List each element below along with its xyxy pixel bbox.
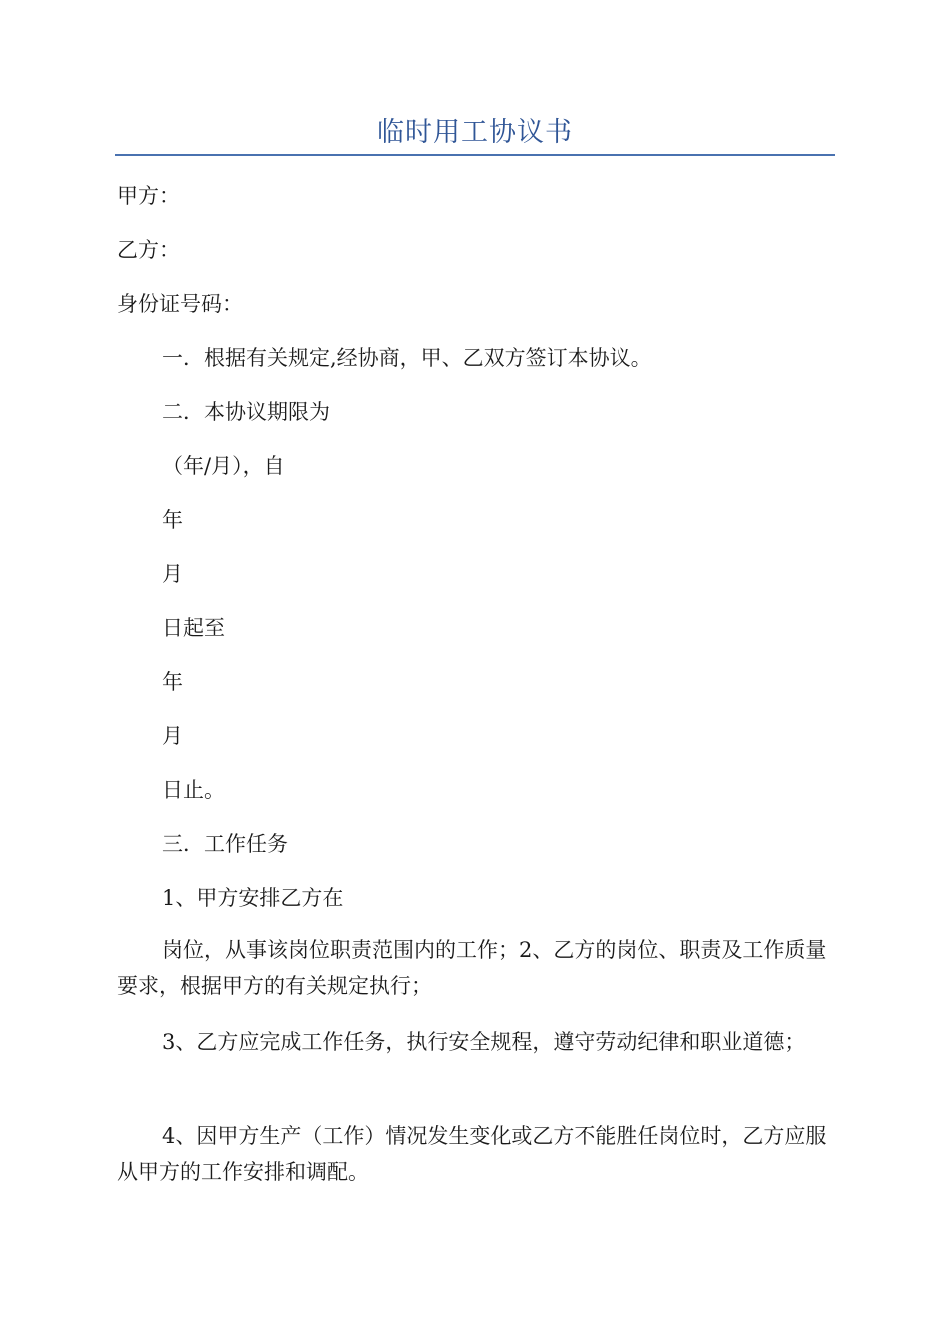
clause-2-heading: 二．本协议期限为 xyxy=(162,400,330,424)
party-a-label: 甲方： xyxy=(117,184,180,208)
clause-2-start-month: 月 xyxy=(162,562,183,586)
clause-3-item-1: 1、甲方安排乙方在 xyxy=(162,886,344,910)
clause-2-end-month: 月 xyxy=(162,724,183,748)
id-number-label: 身份证号码： xyxy=(117,292,243,316)
party-b-label: 乙方： xyxy=(117,238,180,262)
clause-2-start-year: 年 xyxy=(162,508,183,532)
title-underline xyxy=(115,154,835,156)
clause-3-item-3: 3、乙方应完成工作任务，执行安全规程，遵守劳动纪律和职业道德； xyxy=(162,1030,806,1054)
clause-2-start-day: 日起至 xyxy=(162,616,225,640)
clause-3-heading: 三．工作任务 xyxy=(162,832,288,856)
clause-2-end-day: 日止。 xyxy=(162,778,225,802)
clause-2-unit: （年/月），自 xyxy=(162,454,285,478)
clause-3-item-4: 4、因甲方生产（工作）情况发生变化或乙方不能胜任岗位时，乙方应服从甲方的工作安排和调配。 xyxy=(117,1124,827,1184)
clause-2-end-year: 年 xyxy=(162,670,183,694)
clause-1: 一．根据有关规定,经协商，甲、乙双方签订本协议。 xyxy=(162,346,652,370)
page-title: 临时用工协议书 xyxy=(377,117,573,148)
clause-3-item-1-2: 岗位，从事该岗位职责范围内的工作；2、乙方的岗位、职责及工作质量要求，根据甲方的有关规定执行； xyxy=(117,938,827,998)
